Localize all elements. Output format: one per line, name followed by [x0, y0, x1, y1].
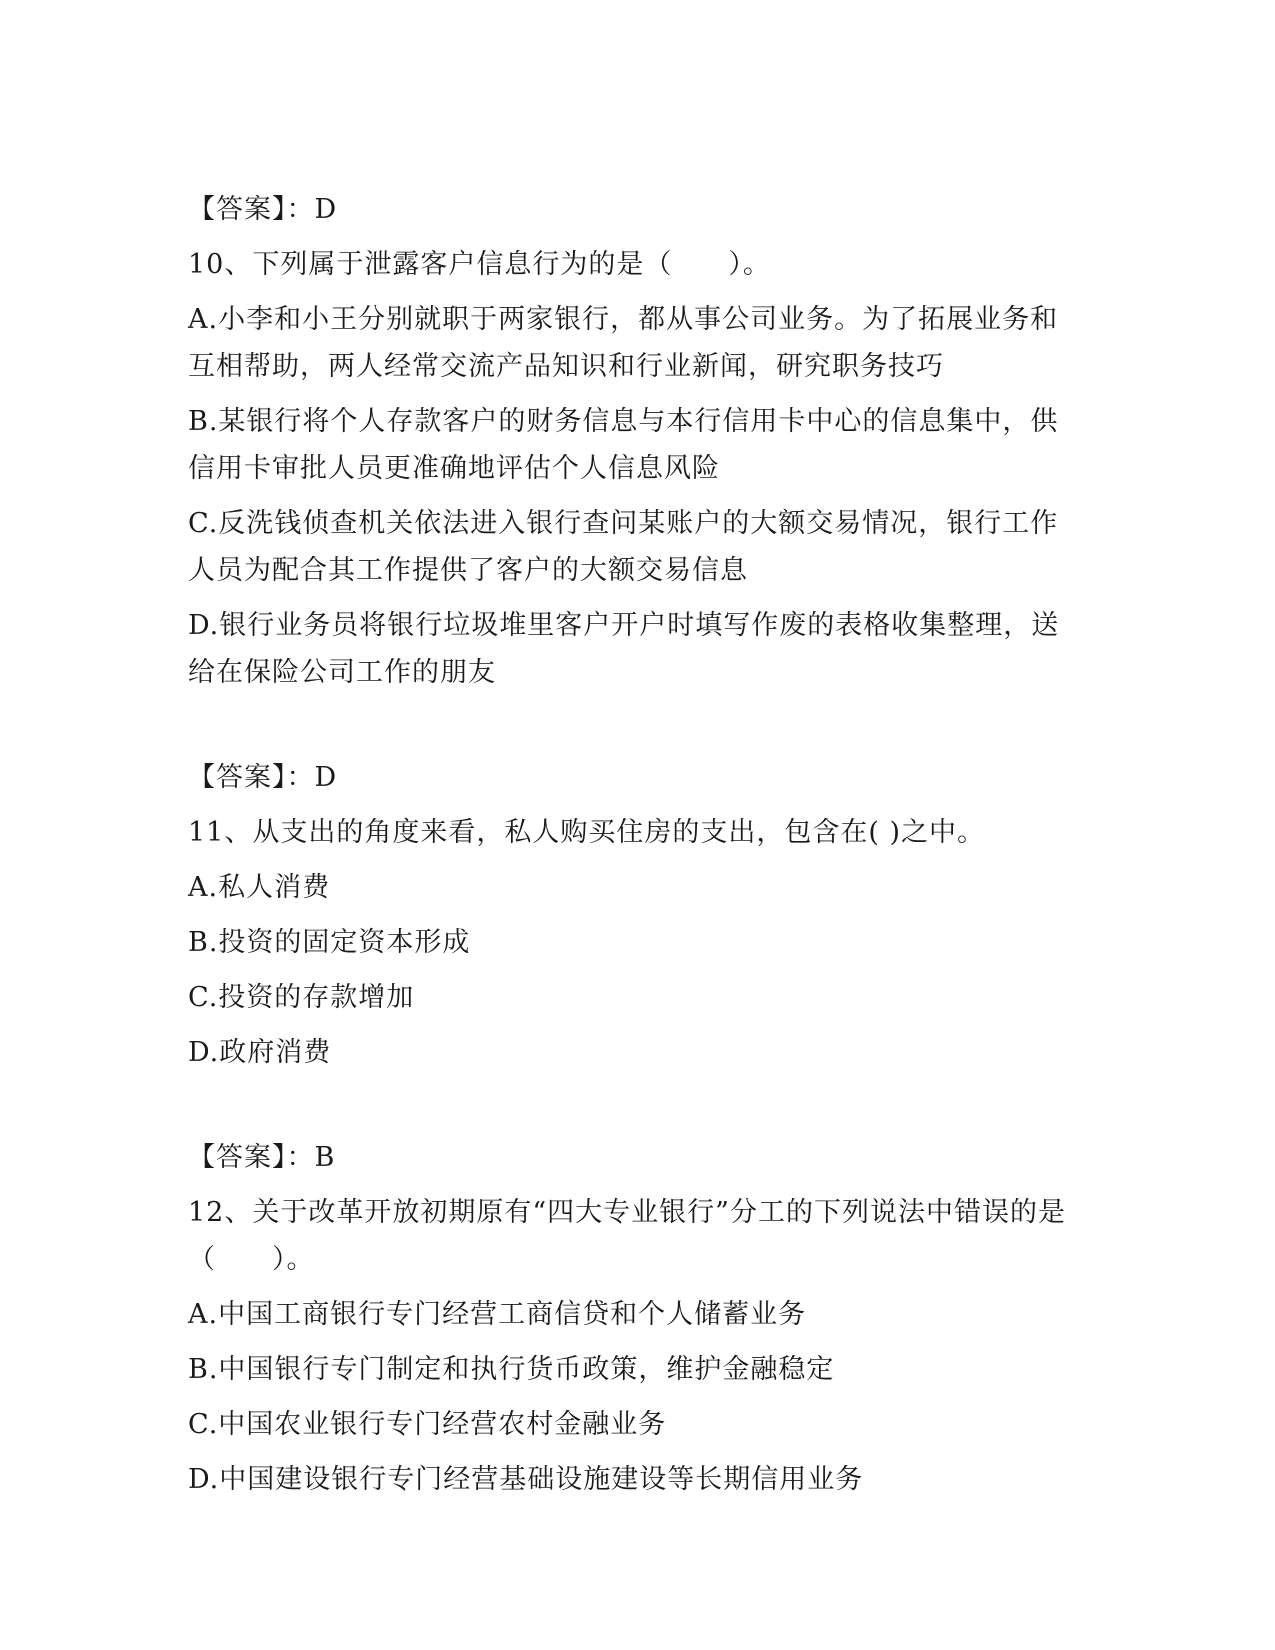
question-11-option-a: A.私人消费: [188, 872, 331, 903]
question-12-option-b: B.中国银行专门制定和执行货币政策，维护金融稳定: [188, 1354, 835, 1385]
question-11: 11、从支出的角度来看，私人购买住房的支出，包含在( )之中。: [188, 817, 986, 848]
question-11-option-c: C.投资的存款增加: [188, 982, 415, 1013]
question-11-option-b: B.投资的固定资本形成: [188, 927, 471, 958]
question-10-option-a: A.小李和小王分别就职于两家银行，都从事公司业务。为了拓展业务和互相帮助，两人经常交流产品知识和行业新闻，研究职务技巧: [188, 304, 1059, 382]
answer-q10: 【答案】：D: [188, 762, 338, 793]
question-12-option-c: C.中国农业银行专门经营农村金融业务: [188, 1409, 667, 1440]
question-10-option-b: B.某银行将个人存款客户的财务信息与本行信用卡中心的信息集中，供信用卡审批人员更准确地评估个人信息风险: [188, 406, 1059, 484]
spacer: [188, 1084, 1068, 1134]
document-content: [188, 186, 1068, 1511]
question-12-option-a: A.中国工商银行专门经营工商信贷和个人储蓄业务: [188, 1299, 807, 1330]
question-12-option-d: D.中国建设银行专门经营基础设施建设等长期信用业务: [188, 1464, 864, 1495]
question-10-option-c: C.反洗钱侦查机关依法进入银行查问某账户的大额交易情况，银行工作人员为配合其工作提供了客户的大额交易信息: [188, 508, 1059, 586]
question-10-option-d: D.银行业务员将银行垃圾堆里客户开户时填写作废的表格收集整理，送给在保险公司工作的朋友: [188, 610, 1060, 688]
question-10: 10、下列属于泄露客户信息行为的是（ ）。: [188, 249, 771, 280]
answer-q11: 【答案】：B: [188, 1142, 336, 1173]
answer-q9: 【答案】：D: [188, 194, 338, 225]
question-12: 12、关于改革开放初期原有“四大专业银行”分工的下列说法中错误的是（ ）。: [188, 1197, 1066, 1275]
spacer: [188, 704, 1068, 754]
question-11-option-d: D.政府消费: [188, 1037, 332, 1068]
